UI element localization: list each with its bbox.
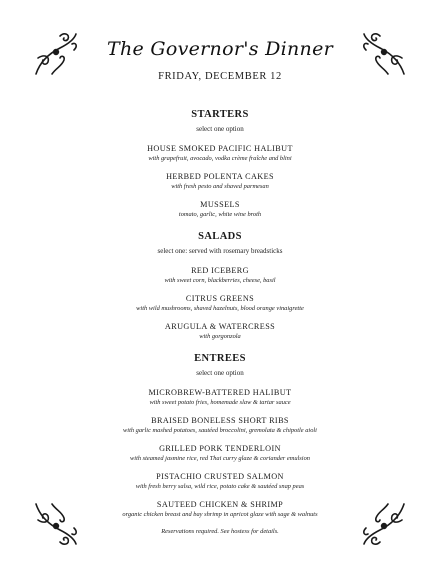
section-note: select one option xyxy=(196,125,244,133)
section-note: select one option xyxy=(196,369,244,377)
item-name: SAUTEED CHICKEN & SHRIMP xyxy=(156,500,284,509)
section-starters xyxy=(0,108,440,220)
menu-item xyxy=(0,293,440,314)
menu-item xyxy=(0,265,440,286)
item-description: tomato, garlic, white wine broth xyxy=(178,211,262,218)
item-description: with gorgonzola xyxy=(199,333,241,340)
reservation-note: Reservations required. See hostess for details. xyxy=(161,528,279,535)
item-description: with fresh berry salsa, wild rice, potato cake & sautéed snap peas xyxy=(135,483,305,490)
item-name: CITRUS GREENS xyxy=(185,294,255,303)
menu-title: The Governor's Dinner xyxy=(106,38,334,60)
item-description: with steamed jasmine rice, red Thai curry glaze & coriander emulsion xyxy=(130,455,310,462)
menu-item xyxy=(0,171,440,192)
menu-item xyxy=(0,471,440,492)
menu-item xyxy=(0,199,440,220)
menu-content xyxy=(0,108,440,537)
item-description: with fresh pesto and shaved parmesan xyxy=(171,183,269,190)
menu-item xyxy=(0,443,440,464)
section-note: select one: served with rosemary breadsticks xyxy=(157,247,283,255)
event-date: FRIDAY, DECEMBER 12 xyxy=(158,71,282,82)
item-description: with garlic mashed potatoes, sautéed broccolini, gremolata & chipotle aioli xyxy=(123,427,317,434)
item-name: ARUGULA & WATERCRESS xyxy=(164,322,276,331)
item-name: MICROBREW-BATTERED HALIBUT xyxy=(148,388,292,397)
section-salads xyxy=(0,230,440,342)
section-heading: SALADS xyxy=(198,231,242,242)
item-name: BRAISED BONELESS SHORT RIBS xyxy=(151,416,289,425)
item-description: with grapefruit, avocado, vodka crème fraîche and blini xyxy=(148,155,292,162)
section-heading: ENTREES xyxy=(194,353,246,364)
menu-item xyxy=(0,499,440,520)
item-name: PISTACHIO CRUSTED SALMON xyxy=(156,472,284,481)
item-name: HOUSE SMOKED PACIFIC HALIBUT xyxy=(147,144,293,153)
item-description: with wild mushrooms, shaved hazelnuts, blood orange vinaigrette xyxy=(136,305,304,312)
item-description: organic chicken breast and bay shrimp in apricot glaze with sage & walnuts xyxy=(122,511,318,518)
section-entrees xyxy=(0,352,440,520)
item-name: GRILLED PORK TENDERLOIN xyxy=(159,444,281,453)
menu-item xyxy=(0,387,440,408)
item-description: with sweet corn, blackberries, cheese, basil xyxy=(164,277,276,284)
menu-item xyxy=(0,415,440,436)
section-heading: STARTERS xyxy=(191,109,249,120)
menu-item xyxy=(0,143,440,164)
item-name: MUSSELS xyxy=(200,200,240,209)
menu-item xyxy=(0,321,440,342)
item-description: with sweet potato fries, homemade slaw & tartar sauce xyxy=(149,399,291,406)
item-name: RED ICEBERG xyxy=(191,266,249,275)
item-name: HERBED POLENTA CAKES xyxy=(166,172,274,181)
